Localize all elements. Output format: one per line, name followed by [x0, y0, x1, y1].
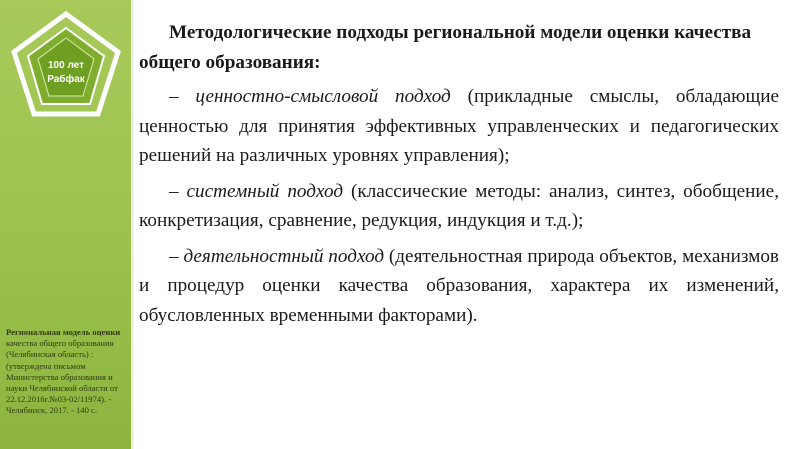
list-item: [139, 242, 779, 331]
reference-citation: [6, 327, 128, 417]
item-term: ценностно-смысловой подход: [195, 86, 451, 107]
sidebar-panel: [0, 0, 131, 449]
item-dash: –: [169, 245, 179, 267]
item-text: (прикладные смыслы, обладающие ценностью для принятия эффективных управленческих и педагогических решений на различных уровнях управления);: [139, 86, 780, 166]
main-content: [139, 18, 779, 336]
item-text: (деятельностная природа объектов, механизмов и процедур оценки качества образования, характера их изменений, обусловленных временными факторами).: [139, 245, 779, 326]
list-item: [139, 82, 779, 171]
list-item: [139, 177, 779, 236]
page-title: Методологические подходы региональной модели оценки качества общего образования:: [139, 22, 752, 73]
pentagon-logo-icon: [10, 10, 122, 120]
item-term: деятельностный подход: [183, 245, 385, 267]
sidebar-divider: [131, 0, 134, 449]
item-term: системный подход: [186, 180, 344, 202]
item-dash: –: [169, 180, 179, 202]
item-text: (классические методы: анализ, синтез, обобщение, конкретизация, сравнение, редукция, индукция и т.д.);: [139, 180, 780, 231]
reference-rest: качества общего образования (Челябинская область) : (утверждена письмом Министерства образования и науки Челябинской области от 22.12.2016г.№03-02/11974). - Челябинск, 2017. - 140 с.: [6, 338, 118, 416]
item-dash: –: [169, 86, 179, 107]
logo-text-line1: 100 лет: [47, 60, 85, 71]
logo-text-line2: Рабфак: [47, 74, 85, 85]
reference-bold: Региональная модель оценки: [6, 327, 121, 337]
